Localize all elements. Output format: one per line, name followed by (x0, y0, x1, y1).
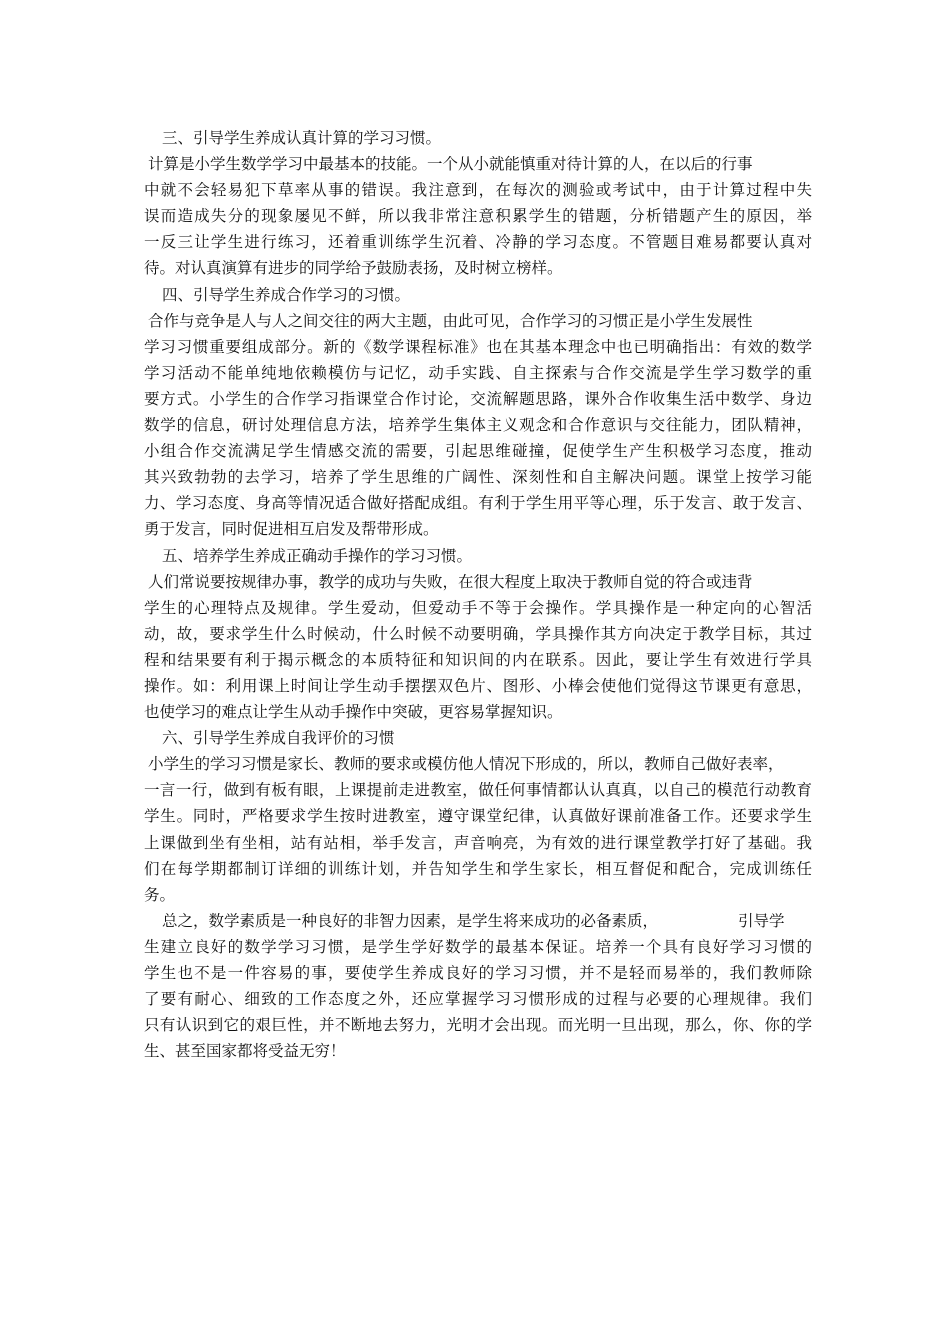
paragraph-line: 只有认识到它的艰巨性，并不断地去努力，光明才会出现。而光明一旦出现，那么，你、你的学 (144, 1016, 812, 1035)
section-heading: 四、引导学生养成合作学习的习惯。 (162, 285, 411, 304)
paragraph-line: 生建立良好的数学学习习惯，是学生学好数学的最基本保证。培养一个具有良好学习习惯的 (144, 937, 812, 956)
paragraph-line: 合作与竞争是人与人之间交往的两大主题，由此可见，合作学习的习惯正是小学生发展性 (148, 311, 753, 330)
paragraph-line: 其兴致勃勃的去学习，培养了学生思维的广阔性、深刻性和自主解决问题。课堂上按学习能 (144, 468, 812, 487)
paragraph-line: 人们常说要按规律办事，教学的成功与失败，在很大程度上取决于教师自觉的符合或违背 (148, 572, 753, 591)
paragraph-line: 生、甚至国家都将受益无穷！ (144, 1042, 346, 1061)
paragraph-line: 程和结果要有利于揭示概念的本质特征和知识间的内在联系。因此，要让学生有效进行学具 (144, 650, 812, 669)
paragraph-line: 学习习惯重要组成部分。新的《数学课程标准》也在其基本理念中也已明确指出：有效的数学 (144, 337, 812, 356)
paragraph-line: 计算是小学生数学学习中最基本的技能。一个从小就能慎重对待计算的人，在以后的行事 (148, 155, 753, 174)
paragraph-line: 待。对认真演算有进步的同学给予鼓励表扬，及时树立榜样。 (144, 259, 563, 278)
paragraph-line: 上课做到坐有坐相，站有站相，举手发言，声音响亮，为有效的进行课堂教学打好了基础。我 (144, 833, 812, 852)
conclusion-text: 引导学 (738, 911, 785, 930)
document-page (144, 125, 812, 1064)
paragraph-line: 力、学习态度、身高等情况适合做好搭配成组。有利于学生用平等心理，乐于发言、敢于发言、 (144, 494, 812, 513)
paragraph-line: 了要有耐心、细致的工作态度之外，还应掌握学习习惯形成的过程与必要的心理规律。我们 (144, 990, 812, 1009)
paragraph-line: 中就不会轻易犯下草率从事的错误。我注意到，在每次的测验或考试中，由于计算过程中失 (144, 181, 812, 200)
paragraph-line: 勇于发言，同时促进相互启发及帮带形成。 (144, 520, 439, 539)
section-heading: 三、引导学生养成认真计算的学习习惯。 (162, 129, 442, 147)
conclusion-first-line (144, 908, 812, 934)
paragraph-line: 操作。如：利用课上时间让学生动手摆摆双色片、图形、小棒会使他们觉得这节课更有意思， (144, 676, 812, 695)
paragraph-line: 也使学习的难点让学生从动手操作中突破，更容易掌握知识。 (144, 703, 563, 722)
paragraph-line: 学生。同时，严格要求学生按时进教室，遵守课堂纪律，认真做好课前准备工作。还要求学生 (144, 807, 812, 826)
paragraph-line: 一言一行，做到有板有眼，上课提前走进教室，做任何事情都认认真真，以自己的模范行动教育 (144, 781, 812, 800)
section-heading: 五、培养学生养成正确动手操作的学习习惯。 (162, 546, 473, 565)
conclusion-text: 总之，数学素质是一种良好的非智力因素，是学生将来成功的必备素质， (162, 911, 659, 930)
paragraph-line: 动，故，要求学生什么时候动，什么时候不动要明确，学具操作其方向决定于教学目标，其过 (144, 624, 812, 643)
paragraph-line: 一反三让学生进行练习，还着重训练学生沉着、冷静的学习态度。不管题目难易都要认真对 (144, 233, 812, 252)
paragraph-line: 小组合作交流满足学生情感交流的需要，引起思维碰撞，促使学生产生积极学习态度，推动 (144, 442, 812, 461)
paragraph-line: 学生的心理特点及规律。学生爱动，但爱动手不等于会操作。学具操作是一种定向的心智活 (144, 598, 812, 617)
paragraph-line: 数学的信息，研讨处理信息方法，培养学生集体主义观念和合作意识与交往能力，团队精神， (144, 416, 812, 435)
paragraph-line: 误而造成失分的现象屡见不鲜，所以我非常注意积累学生的错题，分析错题产生的原因，举 (144, 207, 812, 226)
paragraph-line: 务。 (144, 885, 176, 904)
section-heading: 六、引导学生养成自我评价的习惯 (162, 729, 395, 748)
paragraph-line: 要方式。小学生的合作学习指课堂合作讨论，交流解题思路，课外合作收集生活中数学、身边 (144, 389, 812, 408)
paragraph-line: 小学生的学习习惯是家长、教师的要求或模仿他人情况下形成的，所以，教师自己做好表率， (148, 755, 784, 774)
paragraph-line: 们在每学期都制订详细的训练计划，并告知学生和学生家长，相互督促和配合，完成训练任 (144, 859, 812, 878)
paragraph-line: 学生也不是一件容易的事，要使学生养成良好的学习习惯，并不是轻而易举的，我们教师除 (144, 964, 812, 982)
paragraph-line: 学习活动不能单纯地依赖模仿与记忆，动手实践、自主探索与合作交流是学生学习数学的重 (144, 363, 812, 382)
